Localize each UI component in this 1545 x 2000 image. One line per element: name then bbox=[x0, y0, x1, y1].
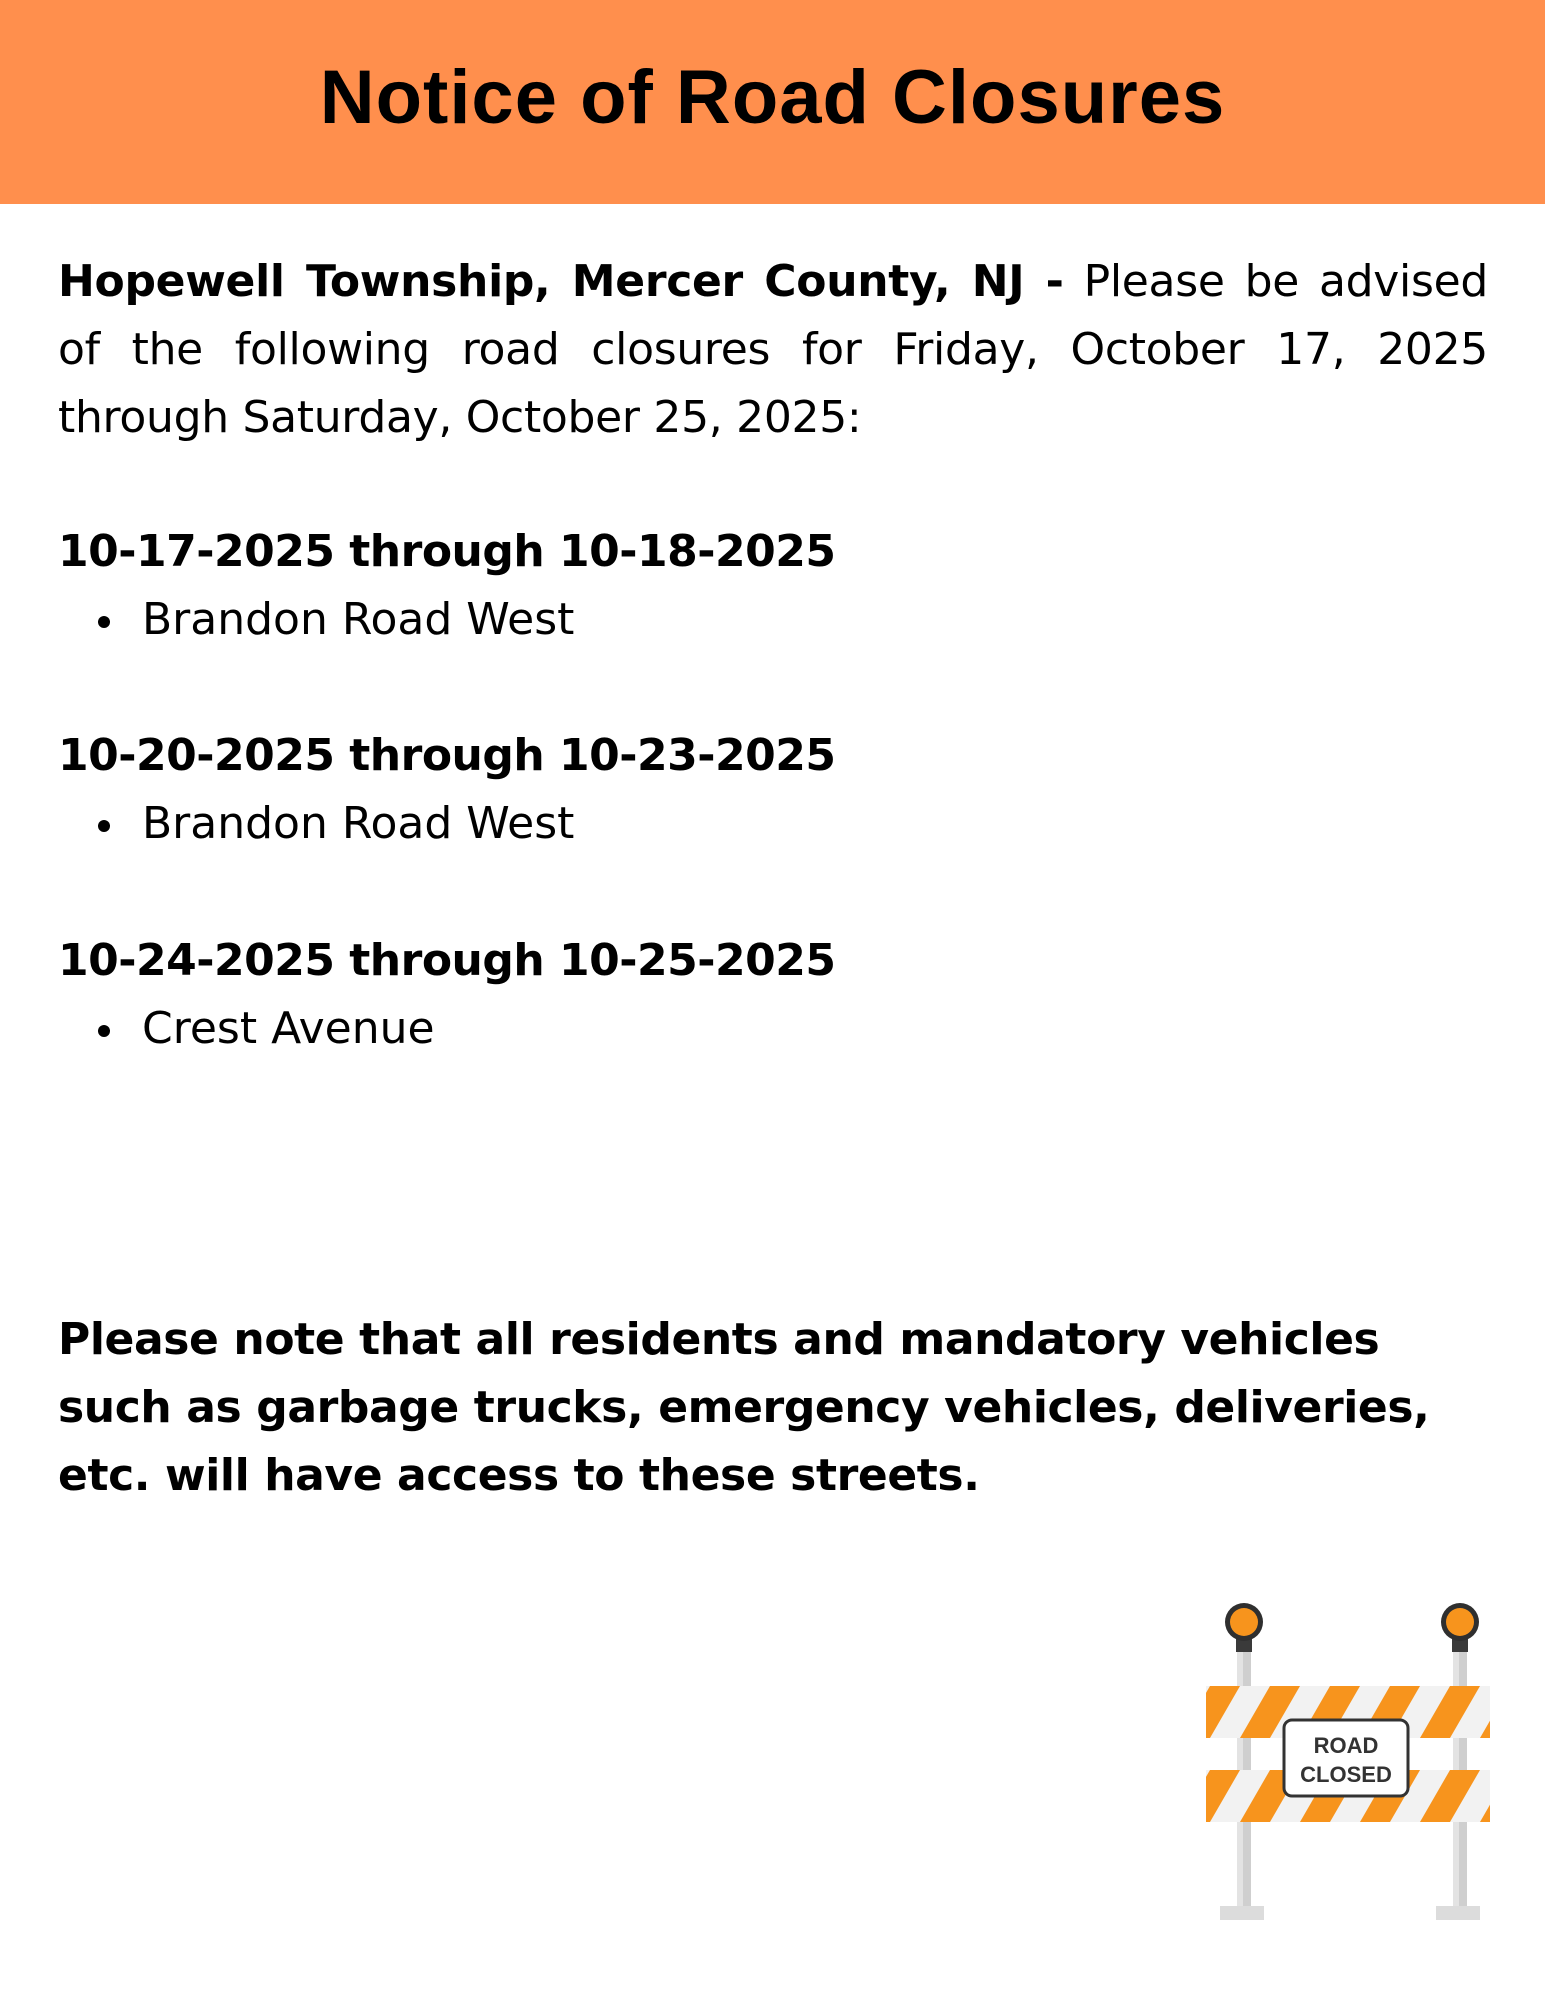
bullet-icon bbox=[98, 820, 110, 832]
intro-text: Please be advised of the following road closures for Friday, October 17, 2025 through Saturday, October 25, 2025: bbox=[58, 256, 1488, 443]
closure-group-1 bbox=[58, 518, 835, 654]
intro-paragraph bbox=[58, 248, 1488, 452]
barricade-sign-line1: ROAD bbox=[1313, 1733, 1379, 1758]
closure-road-list bbox=[58, 995, 835, 1063]
closure-group-2 bbox=[58, 722, 835, 858]
page-title: Notice of Road Closures bbox=[319, 55, 1226, 140]
list-item bbox=[58, 995, 835, 1063]
closure-road-list bbox=[58, 586, 835, 654]
intro-location: Hopewell Township, Mercer County, NJ - bbox=[58, 256, 1064, 307]
closure-group-3 bbox=[58, 927, 835, 1063]
closure-dates: 10-20-2025 through 10-23-2025 bbox=[58, 730, 836, 781]
road-closed-barricade-icon bbox=[1200, 1598, 1500, 1928]
road-name: Crest Avenue bbox=[142, 1003, 435, 1054]
closure-dates: 10-17-2025 through 10-18-2025 bbox=[58, 526, 836, 577]
access-note: Please note that all residents and mandatory vehicles such as garbage trucks, emergency vehicles, deliveries, etc. will have access to these streets. bbox=[58, 1314, 1430, 1501]
closure-dates: 10-24-2025 through 10-25-2025 bbox=[58, 935, 836, 986]
list-item bbox=[58, 586, 835, 654]
barricade-sign-line2: CLOSED bbox=[1300, 1762, 1392, 1787]
list-item bbox=[58, 790, 835, 858]
notice-body bbox=[58, 248, 1488, 1054]
closure-road-list bbox=[58, 790, 835, 858]
header-banner bbox=[0, 0, 1545, 204]
bullet-icon bbox=[98, 1025, 110, 1037]
road-name: Brandon Road West bbox=[142, 798, 575, 849]
road-name: Brandon Road West bbox=[142, 594, 575, 645]
bullet-icon bbox=[98, 616, 110, 628]
